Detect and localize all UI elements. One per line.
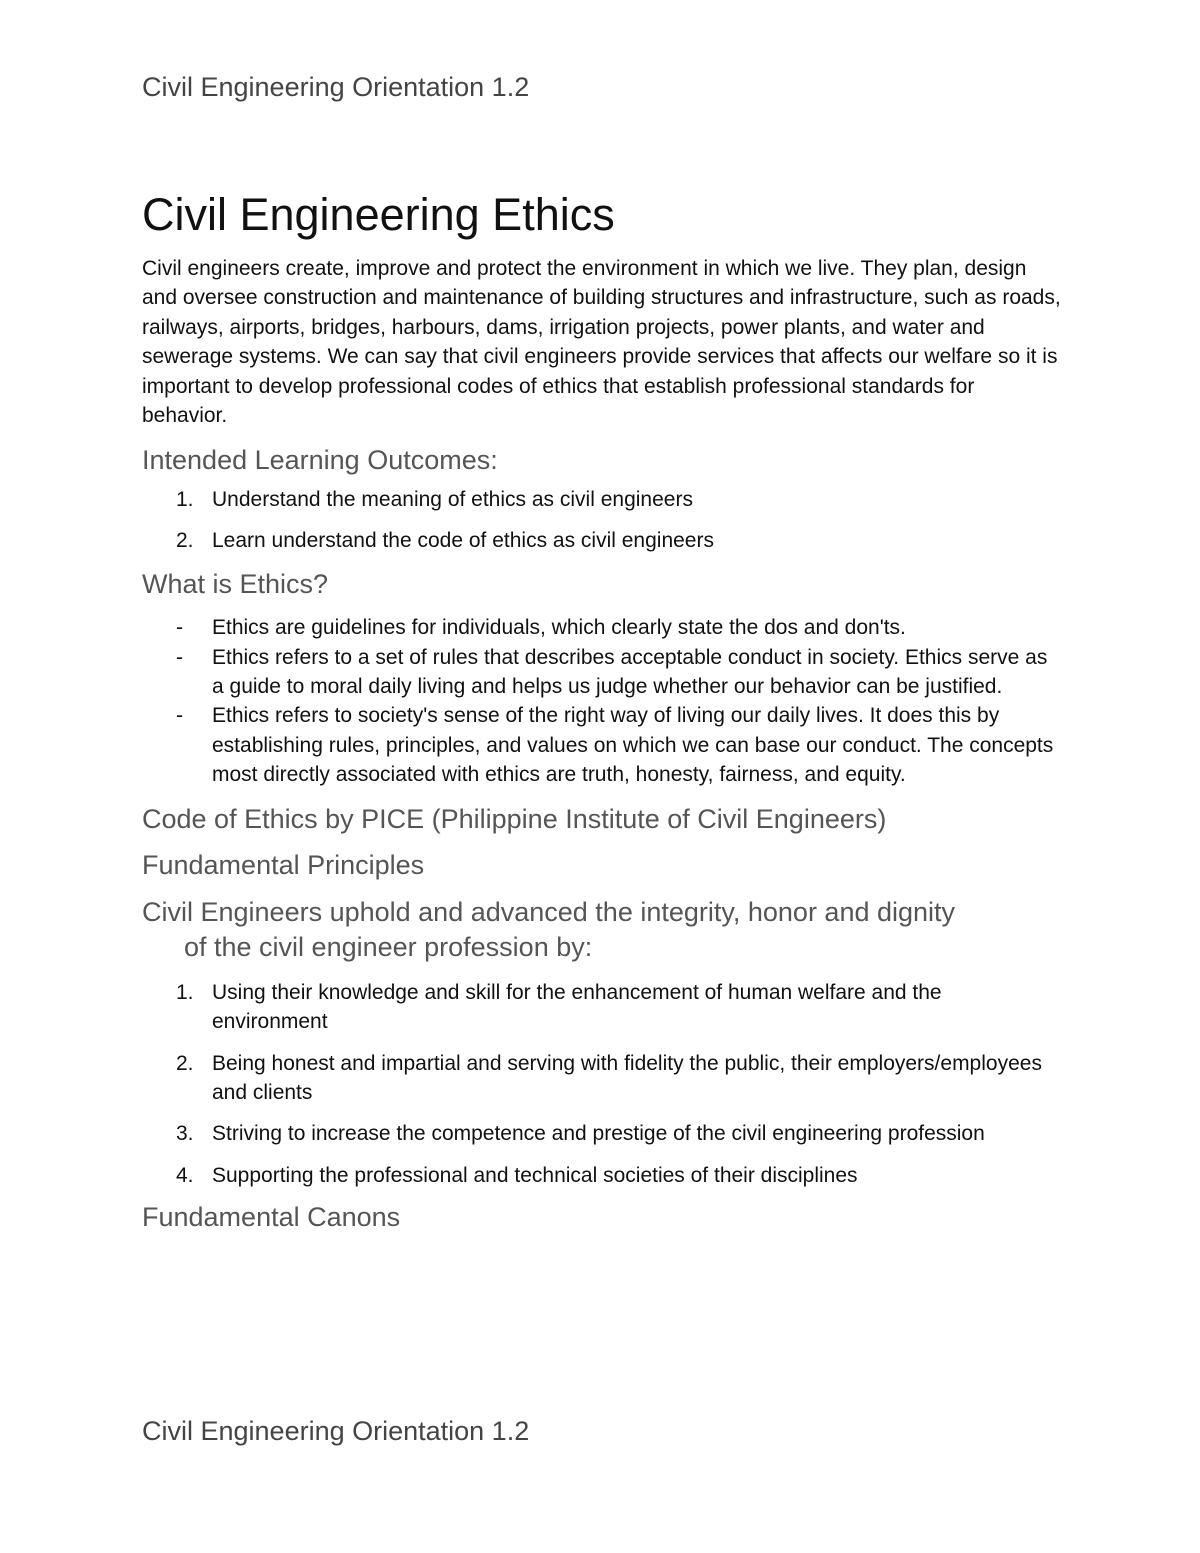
outcomes-list bbox=[142, 485, 1062, 555]
list-item-text: Using their knowledge and skill for the enhancement of human welfare and the environment bbox=[212, 980, 942, 1034]
intro-paragraph: Civil engineers create, improve and protect the environment in which we live. They plan, design and oversee construction and maintenance of building structures and infrastructure, such as roads, railways, airports, bridges, harbours, dams, irrigation projects, power plants, and water and sewerage systems. We can say that civil engineers provide services that affects our welfare so it is important to develop professional codes of ethics that establish professional standards for behavior. bbox=[142, 257, 1061, 428]
list-item-text: Striving to increase the competence and prestige of the civil engineering profession bbox=[212, 1122, 985, 1146]
list-item-text: Ethics are guidelines for individuals, which clearly state the dos and don'ts. bbox=[212, 616, 906, 640]
list-number: 1. bbox=[176, 488, 194, 512]
list-item-text: Understand the meaning of ethics as civil engineers bbox=[212, 488, 693, 512]
outcomes-heading: Intended Learning Outcomes: bbox=[142, 445, 498, 476]
list-number: 2. bbox=[176, 1051, 194, 1075]
list-item bbox=[142, 978, 1062, 1037]
fundamental-principles-heading: Fundamental Principles bbox=[142, 849, 425, 880]
list-item bbox=[142, 701, 1062, 789]
list-item-text: Learn understand the code of ethics as civil engineers bbox=[212, 528, 714, 552]
list-number: 2. bbox=[176, 528, 194, 552]
uphold-heading-line2: of the civil engineer profession by: bbox=[184, 931, 593, 962]
list-item bbox=[142, 526, 1062, 555]
uphold-heading-line1: Civil Engineers uphold and advanced the integrity, honor and dignity bbox=[142, 896, 956, 927]
dash-bullet: - bbox=[176, 616, 183, 640]
document-content bbox=[142, 189, 1062, 1234]
list-item bbox=[142, 1049, 1062, 1108]
list-item bbox=[142, 613, 1062, 642]
list-item-text: Being honest and impartial and serving with fidelity the public, their employers/employees and clients bbox=[212, 1051, 1042, 1104]
list-number: 3. bbox=[176, 1122, 194, 1146]
ethics-heading: What is Ethics? bbox=[142, 569, 329, 600]
principles-list bbox=[142, 978, 1062, 1190]
list-item bbox=[142, 1119, 1062, 1148]
list-item-text: Supporting the professional and technical societies of their disciplines bbox=[212, 1163, 858, 1187]
list-item bbox=[142, 643, 1062, 702]
list-number: 4. bbox=[176, 1163, 194, 1187]
dash-bullet: - bbox=[176, 645, 183, 669]
code-of-ethics-heading: Code of Ethics by PICE (Philippine Institute of Civil Engineers) bbox=[142, 803, 887, 834]
fundamental-canons-heading: Fundamental Canons bbox=[142, 1202, 401, 1233]
page-title: Civil Engineering Ethics bbox=[142, 189, 615, 240]
list-item-text: Ethics refers to a set of rules that describes acceptable conduct in society. Ethics serve as a guide to moral daily living and helps us judge whether our behavior can be justified. bbox=[212, 645, 1048, 699]
list-item bbox=[142, 485, 1062, 514]
dash-bullet: - bbox=[176, 704, 183, 728]
uphold-heading bbox=[142, 895, 1062, 965]
list-item bbox=[142, 1161, 1062, 1190]
running-header: Civil Engineering Orientation 1.2 bbox=[142, 72, 530, 102]
list-item-text: Ethics refers to society's sense of the right way of living our daily lives. It does this by establishing rules, principles, and values on which we can base our conduct. The concepts most directly associated with ethics are truth, honesty, fairness, and equity. bbox=[212, 704, 1054, 787]
list-number: 1. bbox=[176, 980, 194, 1004]
running-footer: Civil Engineering Orientation 1.2 bbox=[142, 1416, 530, 1446]
ethics-points-list bbox=[142, 613, 1062, 789]
